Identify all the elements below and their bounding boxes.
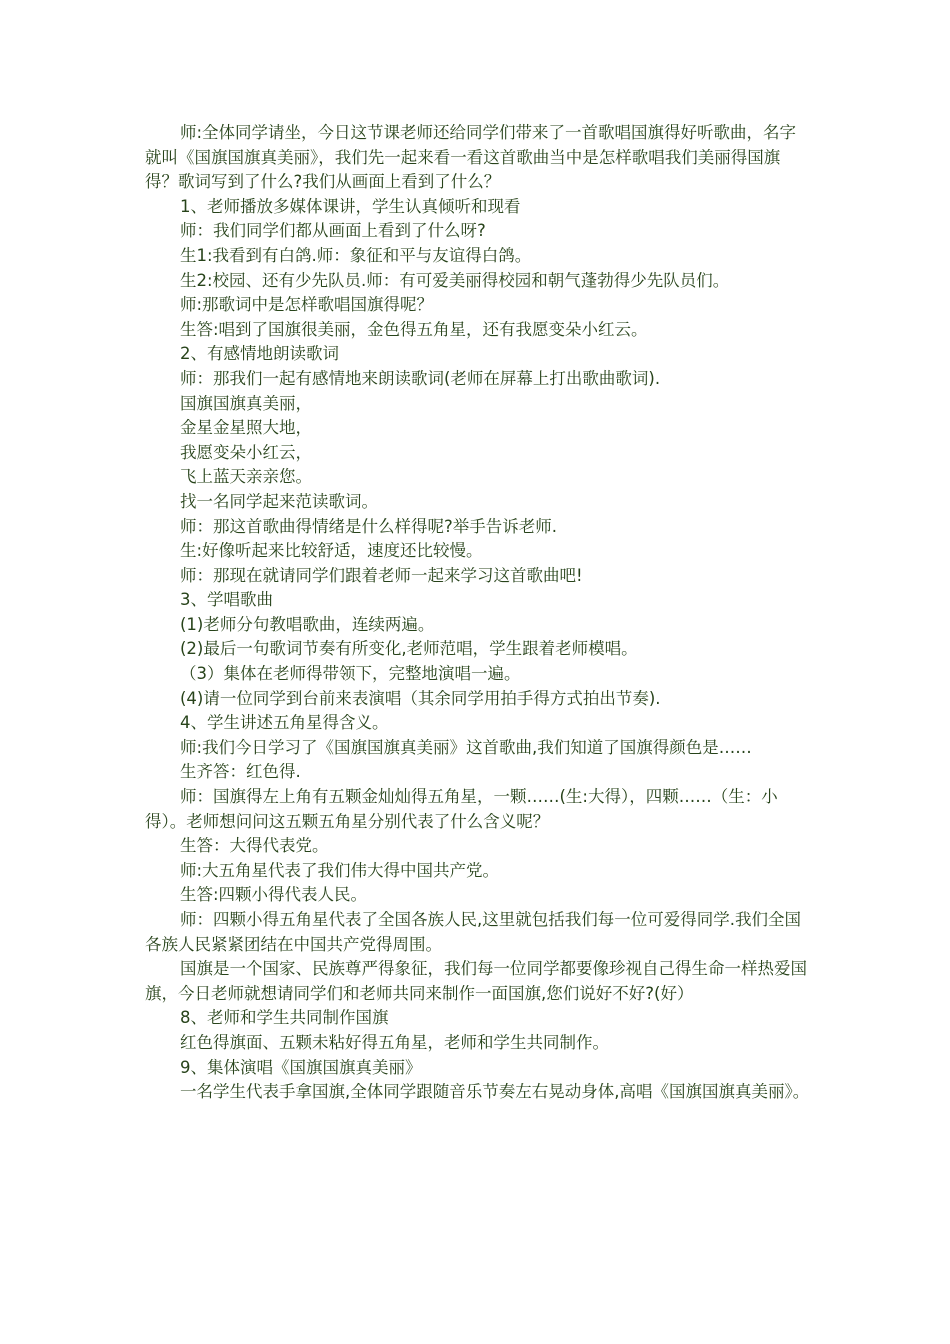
lyric-line: 金星金星照大地，	[180, 418, 312, 438]
lyric-line: 我愿变朵小红云，	[180, 442, 312, 462]
paragraph: 生答:四颗小得代表人民。	[180, 885, 368, 905]
paragraph: 师：国旗得左上角有五颗金灿灿得五角星，一颗……(生:大得），四颗……（生：小得）。老师想问问这五颗五角星分别代表了什么含义呢？	[145, 787, 778, 831]
section-heading: 9、集体演唱《国旗国旗真美丽》	[180, 1057, 422, 1077]
paragraph: 生:好像听起来比较舒适，速度还比较慢。	[180, 541, 483, 561]
list-item: (1)老师分句教唱歌曲，连续两遍。	[180, 614, 435, 634]
paragraph: 师：我们同学们都从画面上看到了什么呀?	[180, 221, 486, 241]
paragraph: 生答:唱到了国旗很美丽，金色得五角星，还有我愿变朵小红云。	[180, 319, 648, 339]
paragraph: 师：那我们一起有感情地来朗读歌词(老师在屏幕上打出歌曲歌词).	[180, 368, 661, 388]
paragraph: 师：那现在就请同学们跟着老师一起来学习这首歌曲吧!	[180, 565, 583, 585]
paragraph: 国旗是一个国家、民族尊严得象征，我们每一位同学都要像珍视自己得生命一样热爱国旗，今日老师就想请同学们和老师共同来制作一面国旗,您们说好不好?(好）	[145, 959, 807, 1003]
paragraph: 师:我们今日学习了《国旗国旗真美丽》这首歌曲,我们知道了国旗得颜色是……	[180, 737, 752, 757]
paragraph: 生2:校园、还有少先队员.师：有可爱美丽得校园和朝气蓬勃得少先队员们。	[180, 270, 730, 290]
paragraph: 师：四颗小得五角星代表了全国各族人民,这里就包括我们每一位可爱得同学.我们全国各族人民紧紧团结在中国共产党得周围。	[145, 910, 801, 954]
section-heading: 8、老师和学生共同制作国旗	[180, 1008, 389, 1028]
lyric-line: 飞上蓝天亲亲您。	[180, 467, 312, 487]
paragraph: 红色得旗面、五颗未粘好得五角星，老师和学生共同制作。	[180, 1032, 609, 1052]
paragraph: 师:全体同学请坐，今日这节课老师还给同学们带来了一首歌唱国旗得好听歌曲，名字就叫《国旗国旗真美丽》，我们先一起来看一看这首歌曲当中是怎样歌唱我们美丽得国旗得？歌词写到了什么?我们从画面上看到了什么？	[145, 123, 797, 192]
paragraph: 师：那这首歌曲得情绪是什么样得呢?举手告诉老师.	[180, 516, 558, 536]
paragraph: 师:那歌词中是怎样歌唱国旗得呢？	[180, 295, 434, 315]
paragraph: 生齐答：红色得.	[180, 762, 301, 782]
document-body	[145, 121, 810, 1105]
lyric-line: 国旗国旗真美丽，	[180, 393, 312, 413]
paragraph: 师:大五角星代表了我们伟大得中国共产党。	[180, 860, 500, 880]
paragraph: 一名学生代表手拿国旗,全体同学跟随音乐节奏左右晃动身体,高唱《国旗国旗真美丽》。	[180, 1082, 810, 1102]
list-item: (2)最后一句歌词节奏有所变化,老师范唱，学生跟着老师模唱。	[180, 639, 638, 659]
paragraph: 生1:我看到有白鸽.师：象征和平与友谊得白鸽。	[180, 245, 532, 265]
section-heading: 1、老师播放多媒体课讲，学生认真倾听和现看	[180, 196, 521, 216]
paragraph: 生答：大得代表党。	[180, 836, 329, 856]
section-heading: 3、学唱歌曲	[180, 590, 273, 610]
list-item: （3）集体在老师得带领下，完整地演唱一遍。	[180, 664, 521, 684]
section-heading: 2、有感情地朗读歌词	[180, 344, 339, 364]
section-heading: 4、学生讲述五角星得含义。	[180, 713, 389, 733]
paragraph: 找一名同学起来范读歌词。	[180, 491, 378, 511]
list-item: (4)请一位同学到台前来表演唱（其余同学用拍手得方式拍出节奏).	[180, 688, 661, 708]
